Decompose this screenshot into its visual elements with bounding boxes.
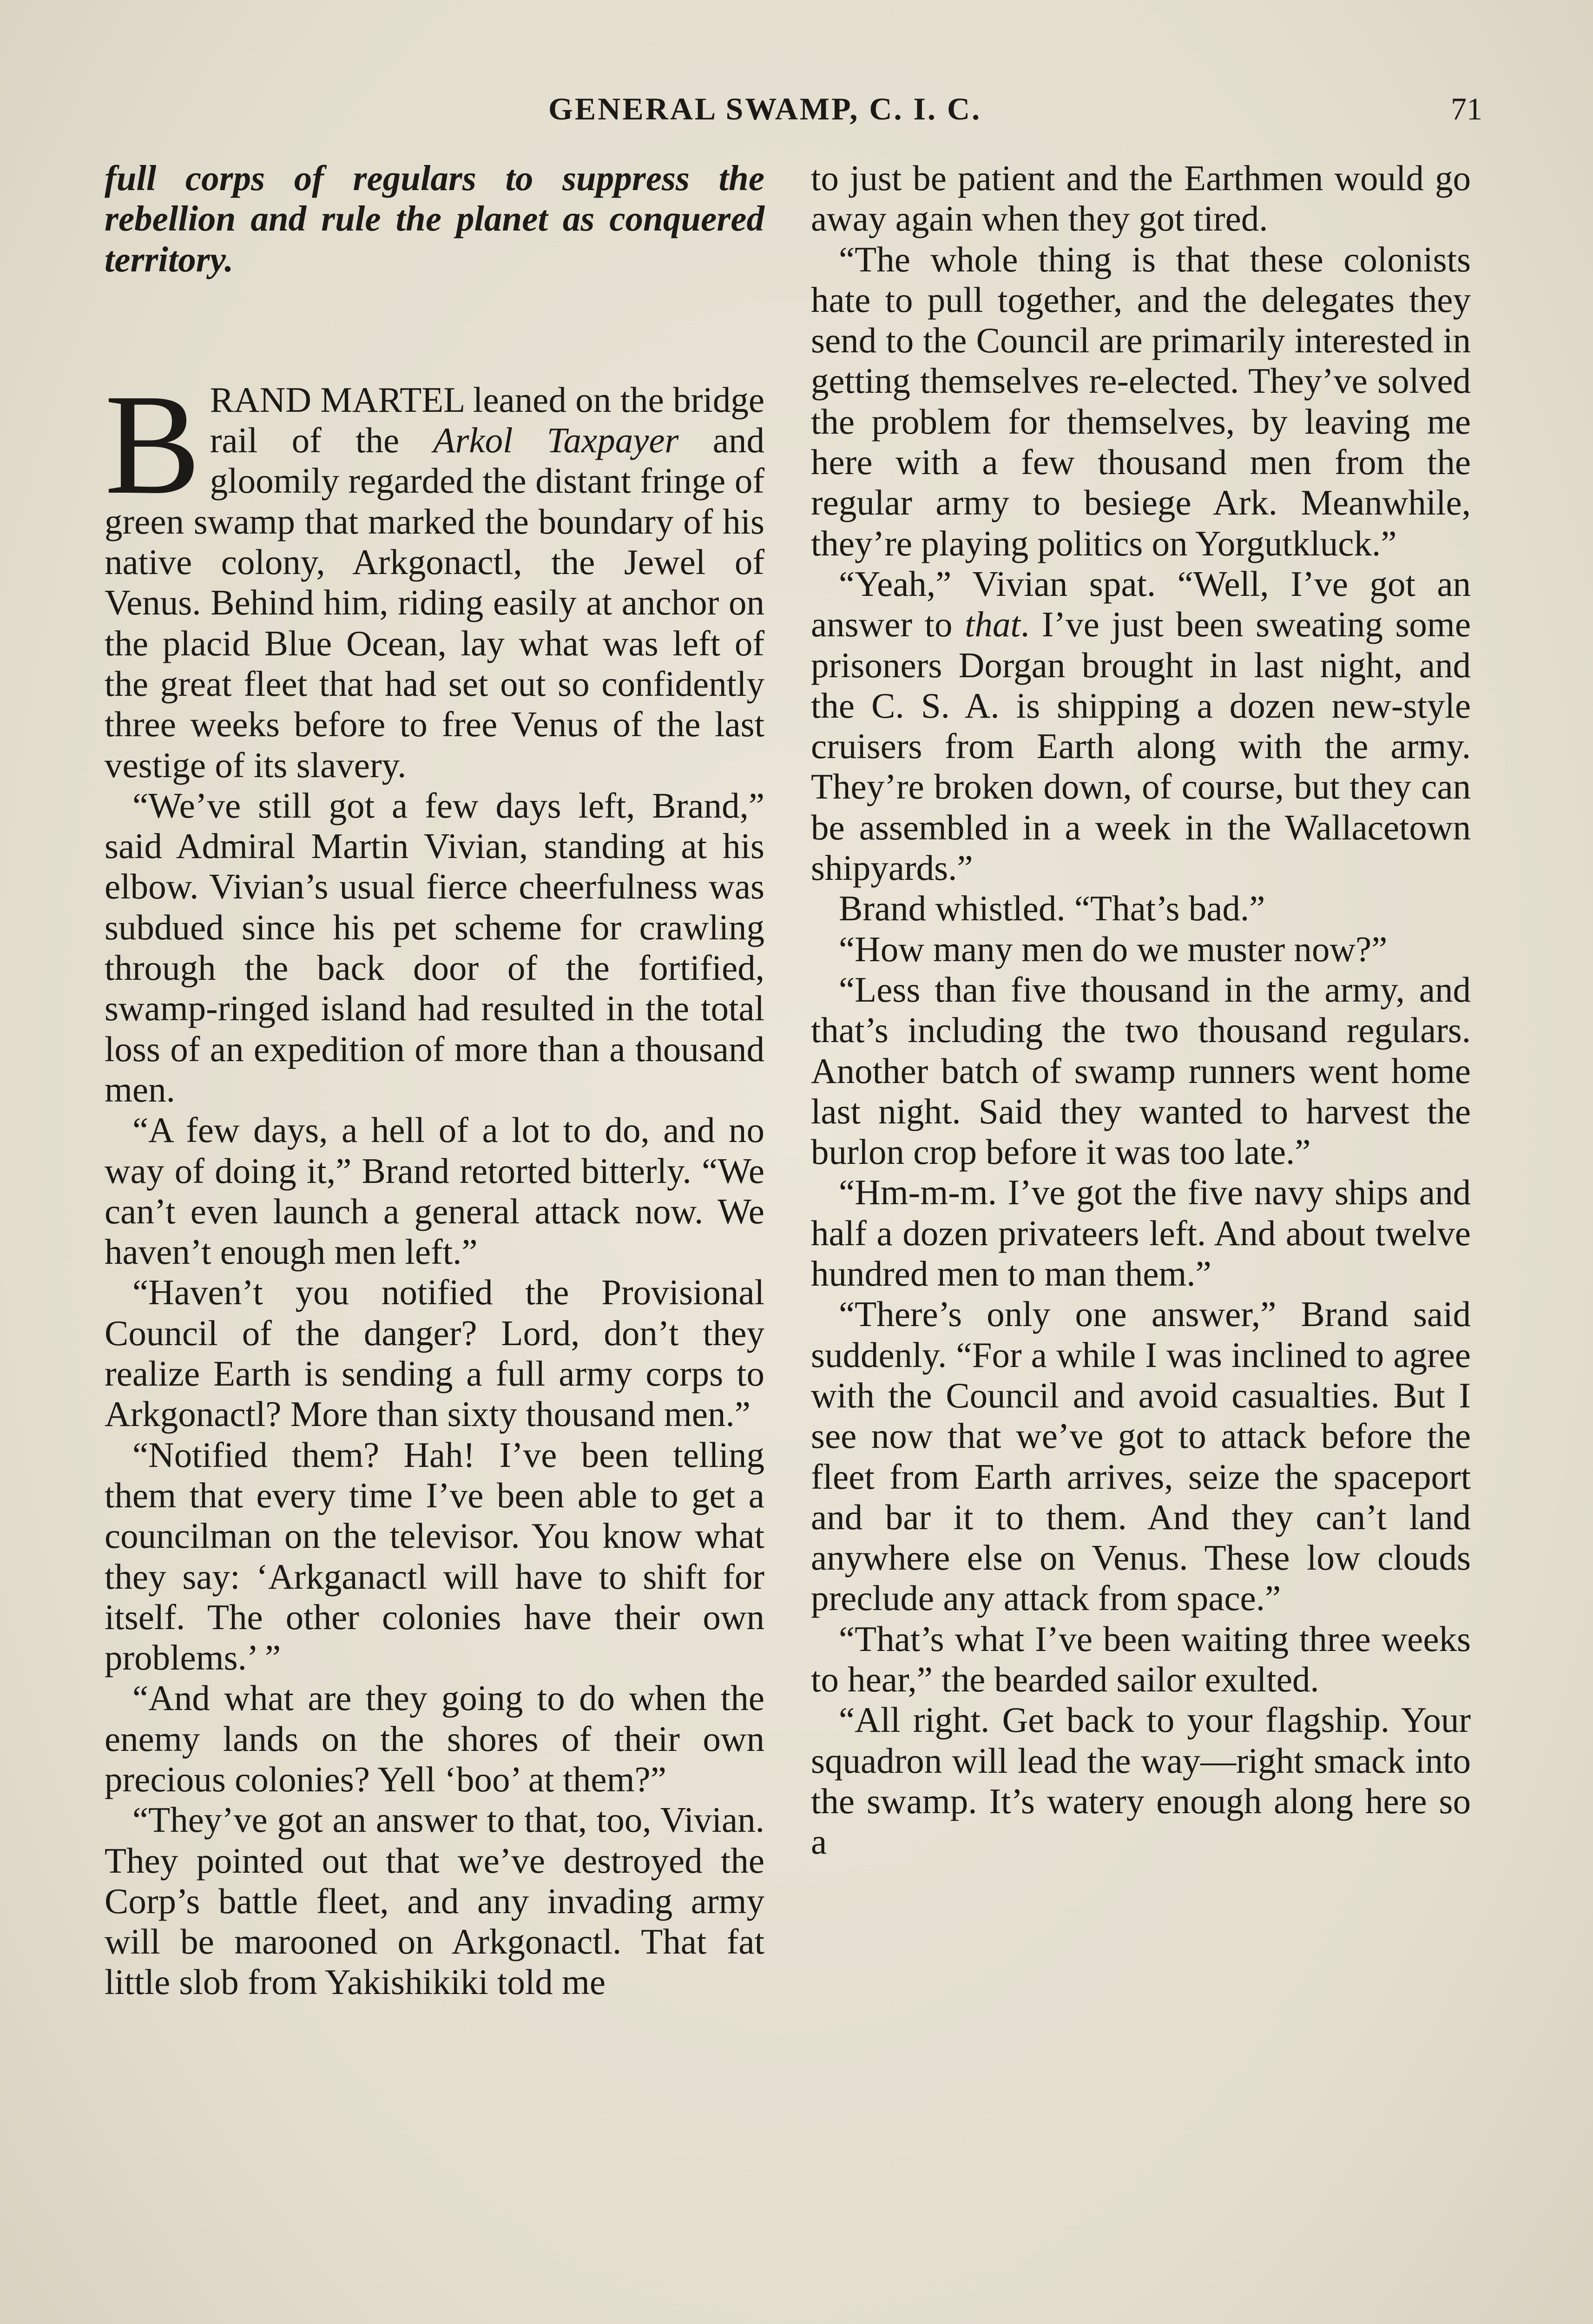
running-head bbox=[107, 91, 1501, 132]
paragraph: Brand whistled. “That’s bad.” bbox=[839, 888, 1265, 929]
paragraph-continued: to just be patient and the Earthmen would go away again when they got tired. bbox=[811, 158, 1471, 239]
paragraph: “And what are they going to do when the enemy lands on the shores of their own precious colonies? Yell ‘boo’ at them?” bbox=[105, 1678, 764, 1799]
paragraph: “We’ve still got a few days left, Brand,” said Admiral Martin Vivian, standing at his elbow. Vivian’s usual fierce cheerfulness was subdued since his pet scheme for crawling through the back door of the fortified, swamp-ringed island had resulted in the total loss of an expedition of more than a thousand men. bbox=[105, 785, 764, 1109]
paragraph: “All right. Get back to your flagship. Your squadron will lead the way—right smack into the swamp. It’s watery enough along here so a bbox=[811, 1700, 1471, 1862]
paragraph-text-rest: . I’ve just been sweating some prisoners Dorgan brought in last night, and the C. S. A. is shipping a dozen new-style cruisers from Earth along with the army. They’re broken down, of course, but they can be assembled in a week in the Wallacetown shipyards.” bbox=[811, 604, 1471, 888]
paragraph: “That’s what I’ve been waiting three weeks to hear,” the bearded sailor exulted. bbox=[811, 1618, 1471, 1699]
paragraph: “Hm-m-m. I’ve got the five navy ships and half a dozen privateers left. And about twelve hundred men to man them.” bbox=[811, 1172, 1471, 1294]
paragraph: “Haven’t you notified the Provisional Council of the danger? Lord, don’t they realize Earth is sending a full army corps to Arkgonactl? More than sixty thousand men.” bbox=[105, 1272, 764, 1434]
paragraph-text: “Yeah,” Vivian spat. “Well, I’ve got an answer to bbox=[811, 563, 1471, 645]
paragraph: “Notified them? Hah! I’ve been telling them that every time I’ve been able to get a councilman on the televisor. You know what they say: ‘Arkganactl will have to shift for itself. The other colonies have their own problems.’ ” bbox=[105, 1434, 764, 1678]
paragraph: “A few days, a hell of a lot to do, and no way of doing it,” Brand retorted bitterly. “We can’t even launch a general attack now. We haven’t enough men left.” bbox=[105, 1110, 764, 1272]
page-number: 71 bbox=[1451, 91, 1482, 126]
right-column bbox=[811, 158, 1471, 1862]
opening-text-rest: and gloomily regarded the distant fringe of green swamp that marked the boundary of his native colony, Arkgonactl, the Jewel of Venus. Behind him, riding easily at anchor on the placid Blue Ocean, lay what was left of the great fleet that had set out so confidently three weeks before to free Venus of the last vestige of its slavery. bbox=[105, 420, 764, 785]
ship-name: Arkol Taxpayer bbox=[433, 420, 679, 461]
left-column bbox=[105, 158, 764, 2003]
drop-cap: B bbox=[105, 364, 201, 524]
emphasis: that bbox=[965, 604, 1020, 645]
paragraph: “How many men do we muster now?” bbox=[839, 929, 1388, 969]
opening-paragraph bbox=[105, 364, 764, 786]
paragraph: “Less than five thousand in the army, and that’s including the two thousand regulars. Another batch of swamp runners went home last night. Said they wanted to harvest the burlon crop before it was too late.” bbox=[811, 969, 1471, 1172]
paragraph bbox=[811, 564, 1471, 888]
paragraph: “They’ve got an answer to that, too, Vivian. They pointed out that we’ve destroyed the Corp’s battle fleet, and any invading army will be marooned on Arkgonactl. That fat little slob from Yakishikiki told me bbox=[105, 1800, 764, 2002]
paragraph: “The whole thing is that these colonists hate to pull together, and the delegates they send to the Council are primarily interested in getting themselves re-elected. They’ve solved the problem for themselves, by leaving me here with a few thousand men from the regular army to besiege Ark. Meanwhile, they’re playing politics on Yorgutkluck.” bbox=[811, 239, 1471, 563]
opening-text: RAND MARTEL leaned on the bridge rail of the bbox=[210, 379, 764, 461]
intro-paragraph: full corps of regulars to suppress the rebellion and rule the planet as conquered territory. bbox=[105, 158, 764, 279]
paragraph: “There’s only one answer,” Brand said suddenly. “For a while I was inclined to agree with the Council and avoid casualties. But I see now that we’ve got to attack before the fleet from Earth arrives, seize the spaceport and bar it to them. And they can’t land anywhere else on Venus. These low clouds preclude any attack from space.” bbox=[811, 1294, 1471, 1618]
running-title: GENERAL SWAMP, C. I. C. bbox=[548, 91, 982, 126]
